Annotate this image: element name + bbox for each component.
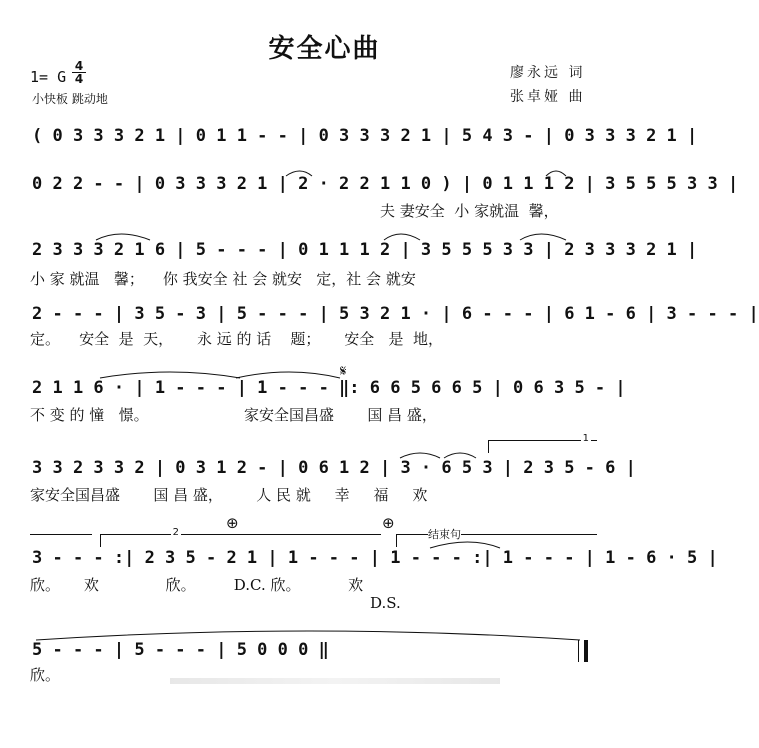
tempo-marking: 小快板 跳动地 — [32, 92, 108, 106]
ending-label: 结束句 — [428, 528, 461, 541]
coda-mark-2: ⊕ — [382, 514, 395, 532]
notation-line-8: 5 - - - | 5 - - - | 5 0 0 0 ‖ — [32, 640, 329, 660]
composer-credit: 张卓娅 曲 — [510, 89, 586, 105]
notation-line-2: 0 2 2 - - | 0 3 3 3 2 1 | 2 · 2 2 1 1 0 ) | 0 1 1 1 2 | 3 5 5 5 3 3 | — [32, 174, 739, 194]
coda-mark-1: ⊕ — [226, 514, 239, 532]
tie-arc — [236, 372, 340, 378]
notation-line-6: 3 3 2 3 3 2 | 0 3 1 2 - | 0 6 1 2 | 3 · 6 5 3 | 2 3 5 - 6 | — [32, 458, 636, 478]
lyricist-credit: 廖永远 词 — [510, 65, 586, 81]
tie-arc — [36, 631, 580, 640]
meter-bottom: 4 — [74, 72, 84, 86]
slur-arc — [384, 234, 420, 240]
tie-arc — [430, 542, 500, 548]
notation-line-7: 3 - - - :| 2 3 5 - 2 1 | 1 - - - | 1 - - - :| 1 - - - | 1 - 6 · 5 | — [32, 548, 718, 568]
lyric-line-3: 小 家 就温 馨； 你 我安全 社 会 就安 定，社 会 就安 — [30, 270, 416, 288]
segno-mark: 𝄋 — [340, 362, 347, 380]
lyric-line-6: 家安全国昌盛 国 昌 盛， 人 民 就 幸 福 欢 — [30, 486, 428, 504]
tie-arc — [286, 171, 312, 176]
volta-1-number: 1 — [582, 433, 589, 444]
notation-line-4: 2 - - - | 3 5 - 3 | 5 - - - | 5 3 2 1 · | 6 - - - | 6 1 - 6 | 3 - - - | — [32, 304, 759, 324]
slur-arc — [444, 453, 476, 458]
page-title: 安全心曲 — [268, 34, 381, 64]
notation-line-1: ( 0 3 3 3 2 1 | 0 1 1 - - | 0 3 3 3 2 1 | 5 4 3 - | 0 3 3 3 2 1 | — [32, 126, 698, 146]
slur-arc — [520, 234, 566, 240]
lyric-line-8: 欣。 — [30, 666, 61, 684]
tie-arc — [100, 372, 240, 378]
slur-arc — [96, 234, 150, 240]
volta-2-number: 2 — [172, 527, 179, 538]
lyric-line-7: 欣。 欢 欣。 D.C. 欣。 欢 — [30, 576, 364, 594]
lyric-line-5: 不 变 的 憧 憬。 家安全国昌盛 国 昌 盛， — [30, 406, 437, 424]
slur-arc — [400, 453, 440, 458]
tie-arc — [546, 171, 566, 176]
lyric-line-2: 夫 妻安全 小 家就温 馨， — [380, 202, 559, 220]
meter-top: 4 — [72, 60, 86, 73]
key-signature: 1= G — [30, 68, 67, 86]
ds-marking: D.S. — [370, 594, 401, 612]
lyric-line-4: 定。 安全 是 天， 永 远 的 话 题； 安全 是 地， — [30, 330, 444, 348]
notation-line-3: 2 3 3 3 2 1 6 | 5 - - - | 0 1 1 1 2 | 3 5 5 5 3 3 | 2 3 3 3 2 1 | — [32, 240, 698, 260]
notation-line-5: 2 1 1 6 · | 1 - - - | 1 - - - ‖: 6 6 5 6 6 5 | 0 6 3 5 - | — [32, 378, 626, 398]
